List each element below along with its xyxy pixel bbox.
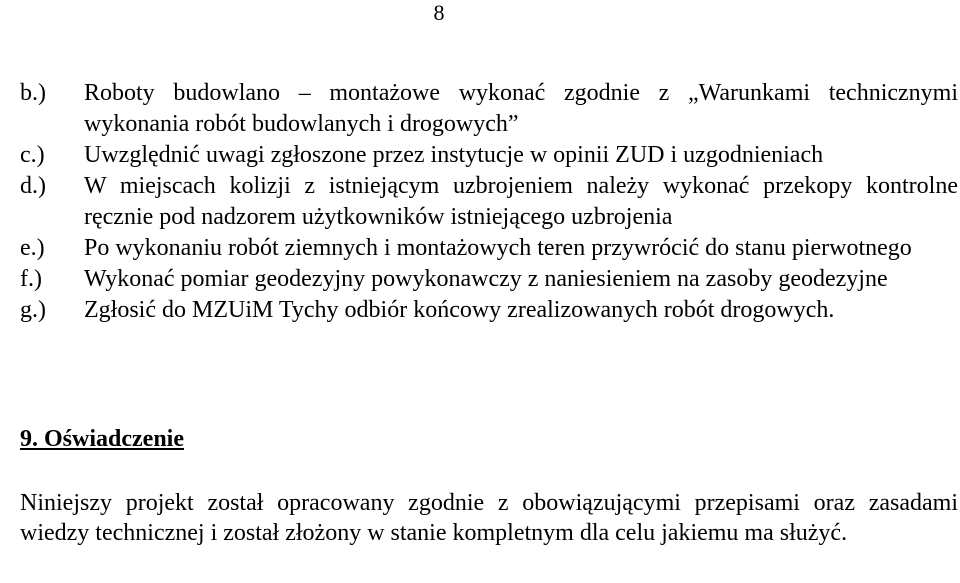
list-item-label: e.) xyxy=(20,235,45,261)
list-item-text: Roboty budowlano – montażowe wykonać zgodnie z „Warunkami technicznymi wykonania robót budowlanych i drogowych” xyxy=(84,80,958,137)
section-body: Niniejszy projekt został opracowany zgodnie z obowiązującymi przepisami oraz zasadami wiedzy technicznej i został złożony w stanie kompletnym dla celu jakiemu ma służyć. xyxy=(20,490,958,546)
list-item xyxy=(20,140,958,171)
list-item-text: W miejscach kolizji z istniejącym uzbrojeniem należy wykonać przekopy kontrolne ręcznie pod nadzorem użytkowników istniejącego uzbrojenia xyxy=(84,173,958,230)
list-item xyxy=(20,264,958,295)
list-item xyxy=(20,233,958,264)
requirements-list xyxy=(20,78,958,326)
page-number: 8 xyxy=(433,0,445,25)
list-item-text: Zgłosić do MZUiM Tychy odbiór końcowy zrealizowanych robót drogowych. xyxy=(84,297,835,323)
list-item-text: Uwzględnić uwagi zgłoszone przez instytucje w opinii ZUD i uzgodnieniach xyxy=(84,142,824,168)
section-heading: 9. Oświadczenie xyxy=(20,426,184,452)
list-item-label: b.) xyxy=(20,80,46,106)
list-item-label: g.) xyxy=(20,297,46,323)
list-item-label: c.) xyxy=(20,142,45,168)
list-item-label: d.) xyxy=(20,173,46,199)
list-item-text: Wykonać pomiar geodezyjny powykonawczy z naniesieniem na zasoby geodezyjne xyxy=(84,266,888,292)
list-item xyxy=(20,171,958,233)
list-item xyxy=(20,78,958,140)
list-item xyxy=(20,295,958,326)
list-item-label: f.) xyxy=(20,266,42,292)
list-item-text: Po wykonaniu robót ziemnych i montażowych teren przywrócić do stanu pierwotnego xyxy=(84,235,912,261)
